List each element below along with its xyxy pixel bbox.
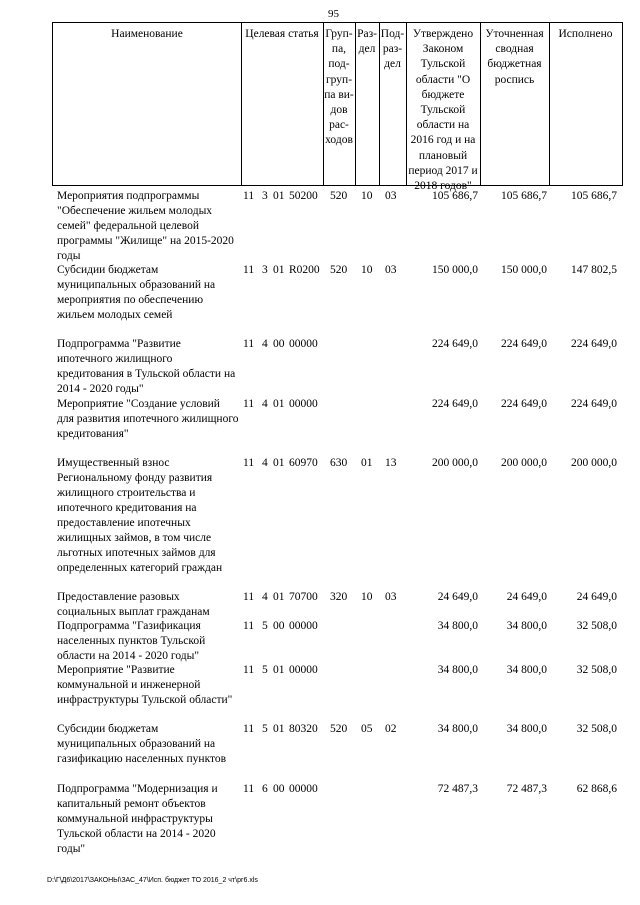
group-code: 320 [330,591,348,603]
target-code-2: 3 [262,190,268,202]
target-code-3: 01 [273,457,285,469]
section-code: 10 [361,591,373,603]
target-code-2: 4 [262,591,268,603]
target-code-1: 11 [243,664,255,676]
target-code-1: 11 [243,264,255,276]
executed-value: 32 508,0 [576,620,617,632]
approved-value: 150 000,0 [432,264,478,276]
approved-value: 224 649,0 [432,398,478,410]
header-executed: Исполнено [558,28,613,40]
refined-value: 224 649,0 [501,338,547,350]
target-code-2: 4 [262,338,268,350]
target-code-4: 50200 [289,190,318,202]
group-code: 520 [330,190,348,202]
refined-value: 105 686,7 [501,190,547,202]
approved-value: 34 800,0 [437,620,478,632]
group-code: 520 [330,264,348,276]
target-code-2: 5 [262,620,268,632]
subsection-code: 03 [385,591,397,603]
target-code-1: 11 [243,783,255,795]
target-code-3: 00 [273,338,285,350]
row-name: Мероприятие "Создание условий для развития ипотечного жилищного кредитования" [57,398,239,440]
target-code-3: 01 [273,264,285,276]
header-name: Наименование [111,28,183,40]
executed-value: 32 508,0 [576,664,617,676]
column-divider [241,23,242,185]
row-name: Подпрограмма "Газификация населенных пунктов Тульской области на 2014 - 2020 годы" [57,620,206,662]
target-code-3: 01 [273,664,285,676]
approved-value: 34 800,0 [437,723,478,735]
refined-value: 72 487,3 [506,783,547,795]
target-code-2: 5 [262,664,268,676]
header-section: Раз- дел [357,28,377,56]
target-code-4: 00000 [289,783,318,795]
row-name: Подпрограмма "Модернизация и капитальный ремонт объектов коммунальной инфраструктуры Тульской области на 2014 - 2020 годы" [57,783,218,855]
row-name: Имущественный взнос Региональному фонду развития жилищного строительства и ипотечного кредитования на предоставление ипотечных жилищных займов, в том числе льготных ипотечных займов для определенных категорий граждан [57,457,223,574]
target-code-2: 3 [262,264,268,276]
approved-value: 224 649,0 [432,338,478,350]
executed-value: 62 868,6 [576,783,617,795]
refined-value: 34 800,0 [506,620,547,632]
section-code: 10 [361,264,373,276]
target-code-2: 4 [262,457,268,469]
target-code-4: 00000 [289,338,318,350]
executed-value: 24 649,0 [576,591,617,603]
refined-value: 224 649,0 [501,398,547,410]
target-code-1: 11 [243,398,255,410]
target-code-4: R0200 [289,264,320,276]
group-code: 630 [330,457,348,469]
refined-value: 34 800,0 [506,664,547,676]
refined-value: 150 000,0 [501,264,547,276]
target-code-3: 01 [273,190,285,202]
section-code: 05 [361,723,373,735]
subsection-code: 03 [385,264,397,276]
target-code-3: 01 [273,591,285,603]
approved-value: 34 800,0 [437,664,478,676]
target-code-4: 70700 [289,591,318,603]
target-code-1: 11 [243,457,255,469]
executed-value: 32 508,0 [576,723,617,735]
approved-value: 72 487,3 [437,783,478,795]
executed-value: 224 649,0 [571,398,617,410]
subsection-code: 02 [385,723,397,735]
subsection-code: 03 [385,190,397,202]
target-code-3: 00 [273,783,285,795]
target-code-2: 5 [262,723,268,735]
row-name: Подпрограмма "Развитие ипотечного жилищного кредитования в Тульской области на 2014 - 2020 годы" [57,338,236,395]
target-code-1: 11 [243,190,255,202]
target-code-3: 00 [273,620,285,632]
column-divider [549,23,550,185]
header-approved: Утверждено Законом Тульской области "О бюджете Тульской области на 2016 год и на плановый период 2017 и 2018 годов" [408,28,478,193]
executed-value: 147 802,5 [571,264,617,276]
target-code-4: 00000 [289,664,318,676]
header-subsection: Под- раз- дел [380,28,405,71]
page-number: 95 [328,8,339,20]
target-code-2: 6 [262,783,268,795]
target-code-4: 80320 [289,723,318,735]
group-code: 520 [330,723,348,735]
target-code-3: 01 [273,398,285,410]
target-code-1: 11 [243,338,255,350]
refined-value: 24 649,0 [506,591,547,603]
approved-value: 24 649,0 [437,591,478,603]
target-code-1: 11 [243,591,255,603]
section-code: 10 [361,190,373,202]
header-target: Целевая статья [245,28,319,40]
target-code-4: 60970 [289,457,318,469]
target-code-4: 00000 [289,398,318,410]
row-name: Предоставление разовых социальных выплат гражданам [57,591,210,618]
executed-value: 224 649,0 [571,338,617,350]
target-code-2: 4 [262,398,268,410]
target-code-3: 01 [273,723,285,735]
section-code: 01 [361,457,373,469]
approved-value: 200 000,0 [432,457,478,469]
row-name: Мероприятие "Развитие коммунальной и инженерной инфраструктуры Тульской области" [57,664,233,706]
refined-value: 200 000,0 [501,457,547,469]
refined-value: 34 800,0 [506,723,547,735]
approved-value: 105 686,7 [432,190,478,202]
executed-value: 105 686,7 [571,190,617,202]
subsection-code: 13 [385,457,397,469]
header-group: Груп- па, под- груп- па ви- дов рас- ходов [324,28,354,147]
header-refined: Уточненная сводная бюджетная роспись [485,28,544,86]
target-code-1: 11 [243,620,255,632]
target-code-4: 00000 [289,620,318,632]
table-header [52,22,623,193]
target-code-1: 11 [243,723,255,735]
row-name: Субсидии бюджетам муниципальных образований на газификацию населенных пунктов [57,723,227,765]
executed-value: 200 000,0 [571,457,617,469]
file-path-footer: D:\Г\Д6\2017\ЗАКОНЫ\ЗАС_47\Исп. бюджет ТО 2016_2 чт\рг6.xls [47,877,258,884]
row-name: Субсидии бюджетам муниципальных образований на мероприятия по обеспечению жильем молодых семей [57,264,216,321]
row-name: Мероприятия подпрограммы "Обеспечение жильем молодых семей" федеральной целевой программы "Жилище" на 2015-2020 годы [57,190,234,262]
